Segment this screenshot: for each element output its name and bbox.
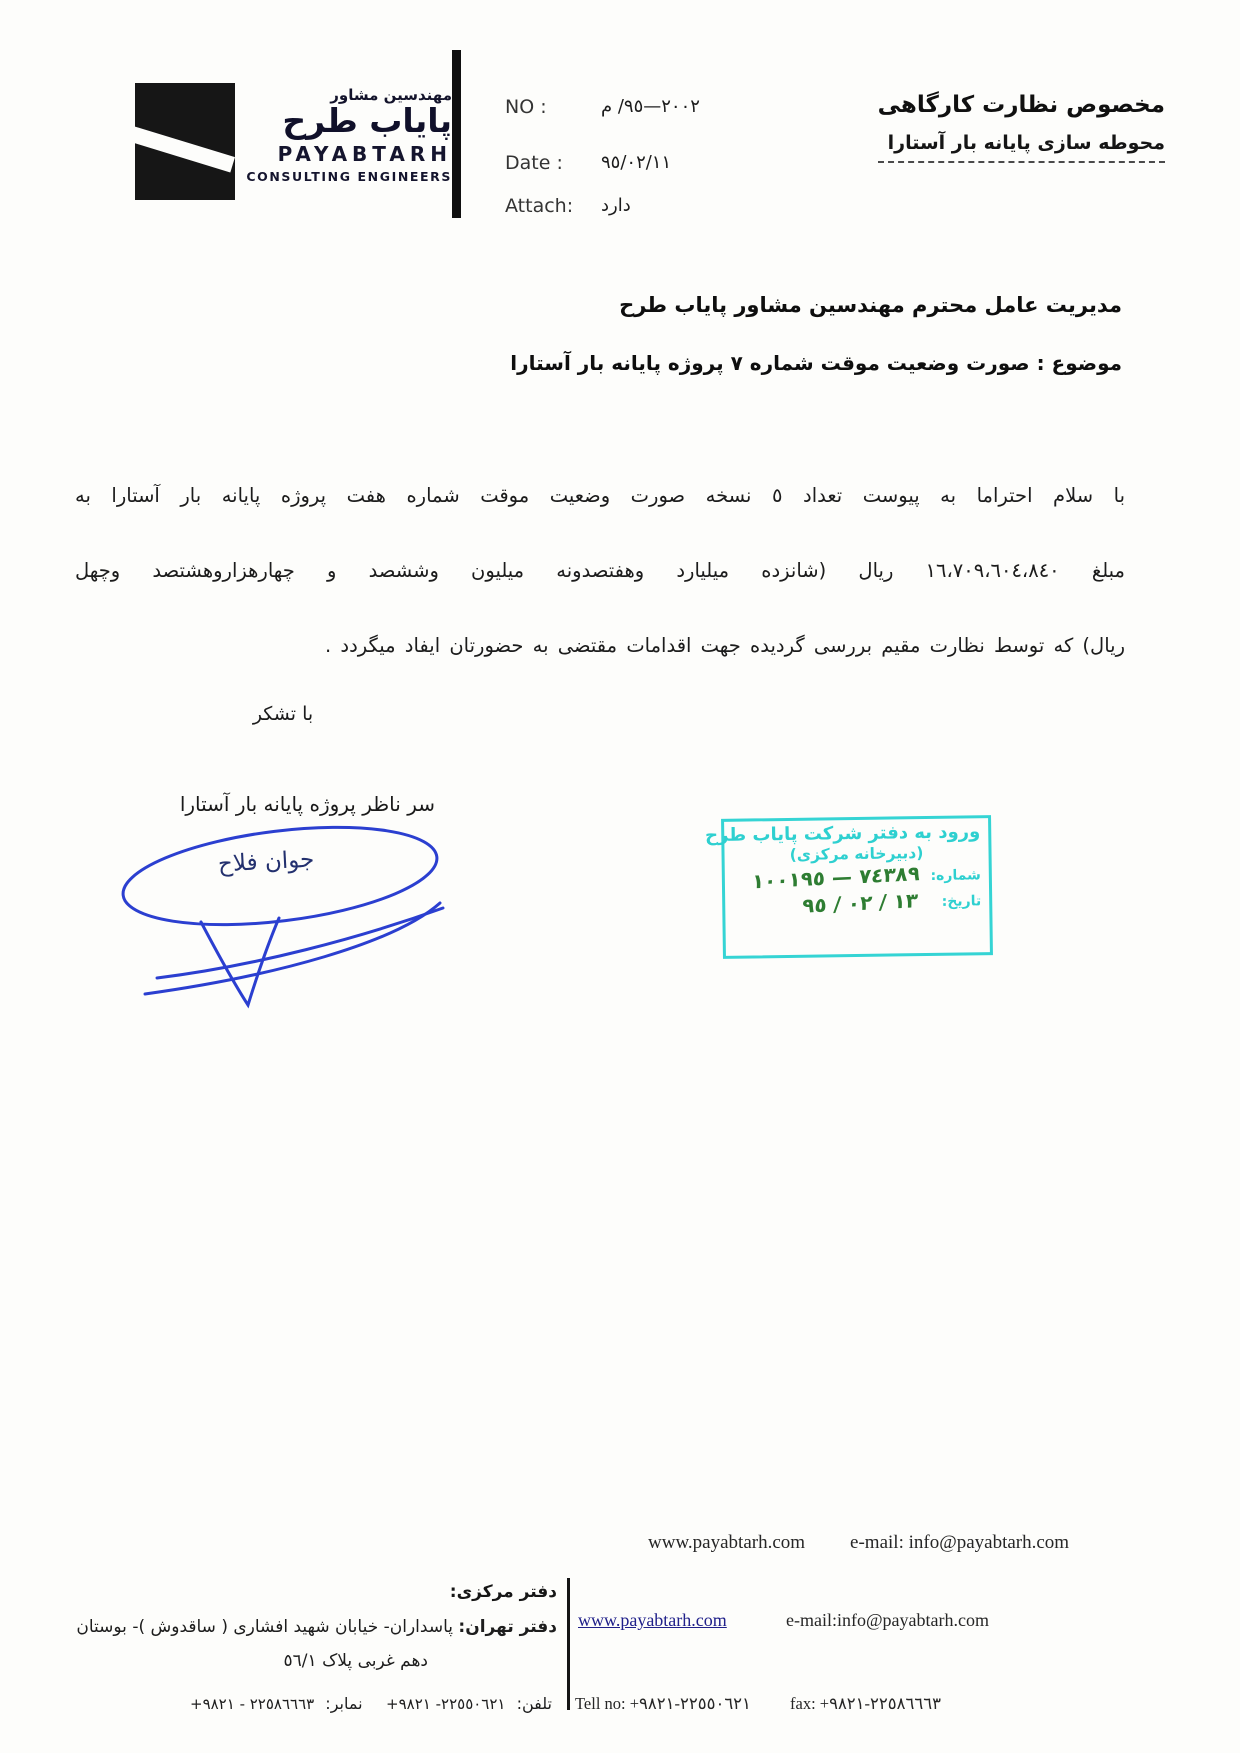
fax-fa-label: نمابر: xyxy=(325,1694,363,1713)
signatory-title: سر ناظر پروژه پایانه بار آستارا xyxy=(179,792,435,816)
subject-heading: موضوع : صورت وضعیت موقت شماره ٧ پروژه پایانه بار آستارا xyxy=(510,351,1122,375)
letter-paragraph xyxy=(75,458,1125,683)
brand-block xyxy=(246,86,452,184)
phone-fa xyxy=(386,1694,552,1713)
stamp-number-value: ١٠٠١٩٥ — ٧٤٣٨٩ xyxy=(751,861,922,894)
closing-thanks: با تشکر xyxy=(252,703,314,725)
stamp-date-value: ٩٥ / ٠٢ / ١٣ xyxy=(801,888,919,918)
footer-divider-bar xyxy=(567,1578,570,1710)
phone-fa-label: تلفن: xyxy=(516,1694,552,1713)
footer-phones-fa xyxy=(190,1694,552,1713)
brand-fa-small: مهندسین مشاور xyxy=(330,86,452,104)
payabtarh-logo xyxy=(135,83,235,200)
stamp-line1: ورود به دفتر شرکت پایاب طرح xyxy=(704,821,981,847)
purpose-line2: محوطه سازی پایانه بار آستارا xyxy=(878,132,1165,163)
stamp-line2: (دبیرخانه مرکزی) xyxy=(789,844,924,864)
purpose-block xyxy=(878,92,1165,163)
date-value: ٩٥/٠٢/١١ xyxy=(601,152,672,173)
footer-tehran-office xyxy=(76,1617,557,1637)
no-value: م /٩٥—٢٠٠٢ xyxy=(601,96,700,117)
stamp-number-row xyxy=(733,861,981,894)
footer-fax-en: fax: +٩٨٢١-٢٢٥٨٦٦٦٣ xyxy=(790,1694,941,1713)
purpose-line1: مخصوص نظارت کارگاهی xyxy=(877,92,1165,118)
fax-fa-value: +٩٨٢١ - ٢٢٥٨٦٦٦٣ xyxy=(190,1695,315,1713)
footer-tehran-address2: دهم غربی پلاک ٥٦/١ xyxy=(283,1651,428,1671)
tehran-office-address: پاسداران- خیابان شهید افشاری ( ساقدوش )- بوستان xyxy=(76,1617,453,1637)
field-date xyxy=(505,152,671,174)
stamp-date-row xyxy=(733,889,981,916)
addressee-heading: مدیریت عامل محترم مهندسین مشاور پایاب طرح xyxy=(619,293,1122,317)
field-attach xyxy=(505,195,631,217)
logo-stripe-shape xyxy=(135,126,235,173)
attach-label: Attach: xyxy=(505,195,574,217)
fax-fa xyxy=(190,1694,363,1713)
footer-phone-en: Tell no: +٩٨٢١-٢٢٥٥٠٦٢١ xyxy=(575,1694,751,1713)
office-entry-stamp xyxy=(704,815,993,959)
brand-en: PAYABTARH xyxy=(277,141,452,166)
attach-value: دارد xyxy=(601,195,631,216)
brand-fa-large: پایاب طرح xyxy=(282,101,452,140)
signatory-name: جوان فلاح xyxy=(217,846,315,878)
field-no xyxy=(505,96,700,118)
stamp-date-label: تاریخ: xyxy=(941,893,982,910)
date-label: Date : xyxy=(505,152,563,174)
footer-web-email-top xyxy=(648,1532,1069,1554)
footer-central-office: دفتر مرکزی: xyxy=(449,1582,557,1602)
no-label: NO : xyxy=(505,96,547,118)
letterhead-divider-bar xyxy=(452,50,461,218)
paragraph-line-1: با سلام احتراما به پیوست تعداد ٥ نسخه صورت وضعیت موقت شماره هفت پروژه پایانه بار آستارا به xyxy=(75,484,1126,507)
tehran-office-label: دفتر تهران: xyxy=(458,1617,557,1637)
paragraph-line-3: ریال) که توسط نظارت مقیم بررسی گردیده جهت اقدامات مقتضی به حضورتان ایفاد میگردد . xyxy=(324,634,1125,657)
footer-website-top: www.payabtarh.com xyxy=(648,1532,806,1553)
paragraph-line-2: مبلغ ١٦،٧٠٩،٦٠٤،٨٤٠ ریال (شانزده میلیارد وهفتصدونه میلیون وششصد و چهارهزاروهشتصد وچهل xyxy=(75,559,1125,582)
phone-fa-value: +٩٨٢١ -٢٢٥٥٠٦٢١ xyxy=(386,1695,506,1713)
footer-email: e-mail:info@payabtarh.com xyxy=(786,1610,990,1630)
footer-email-top: e-mail: info@payabtarh.com xyxy=(850,1532,1070,1553)
stamp-number-label: شماره: xyxy=(930,867,981,884)
brand-en-sub: CONSULTING ENGINEERS xyxy=(246,168,452,184)
footer-website-link: www.payabtarh.com xyxy=(578,1610,727,1630)
